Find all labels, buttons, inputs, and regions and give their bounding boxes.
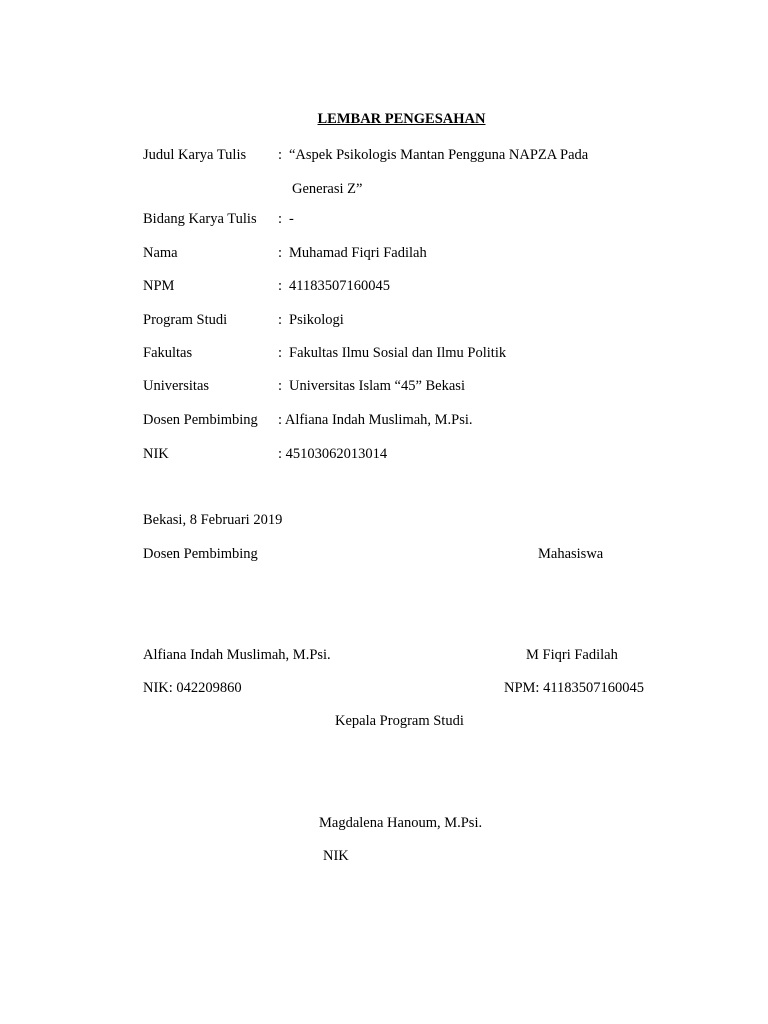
field-value-dosen: : Alfiana Indah Muslimah, M.Psi.	[278, 412, 473, 428]
signature-right-role: Mahasiswa	[538, 546, 604, 562]
field-label-nik: NIK	[143, 446, 169, 462]
field-colon-npm: :	[278, 278, 283, 294]
signature-center-role: Kepala Program Studi	[335, 713, 464, 729]
field-value-nama: Muhamad Fiqri Fadilah	[289, 245, 427, 261]
field-value-judul: “Aspek Psikologis Mantan Pengguna NAPZA Pada	[289, 147, 589, 163]
field-value-prodi: Psikologi	[289, 312, 344, 328]
page-title: LEMBAR PENGESAHAN	[317, 111, 486, 127]
field-colon-judul: :	[278, 147, 283, 163]
field-label-nama: Nama	[143, 245, 178, 261]
signature-left-id: NIK: 042209860	[143, 680, 242, 696]
field-colon-fakultas: :	[278, 345, 283, 361]
field-colon-bidang: :	[278, 211, 283, 227]
field-value-fakultas: Fakultas Ilmu Sosial dan Ilmu Politik	[289, 345, 507, 361]
field-colon-nama: :	[278, 245, 283, 261]
field-colon-universitas: :	[278, 378, 283, 394]
place-date: Bekasi, 8 Februari 2019	[143, 512, 283, 528]
field-value-nik: : 45103062013014	[278, 446, 388, 462]
field-label-universitas: Universitas	[143, 378, 210, 394]
signature-left-name: Alfiana Indah Muslimah, M.Psi.	[143, 647, 331, 663]
field-value-universitas: Universitas Islam “45” Bekasi	[289, 378, 465, 394]
field-value-bidang: -	[289, 211, 294, 227]
field-label-npm: NPM	[143, 278, 175, 294]
field-label-bidang: Bidang Karya Tulis	[143, 211, 257, 227]
field-label-dosen: Dosen Pembimbing	[143, 412, 258, 428]
signature-center-id: NIK	[323, 848, 349, 864]
signature-left-role: Dosen Pembimbing	[143, 546, 258, 562]
signature-center-name: Magdalena Hanoum, M.Psi.	[319, 815, 483, 831]
signature-right-id: NPM: 41183507160045	[504, 680, 645, 696]
signature-right-name: M Fiqri Fadilah	[526, 647, 618, 663]
field-label-fakultas: Fakultas	[143, 345, 193, 361]
field-label-prodi: Program Studi	[143, 312, 228, 328]
field-label-judul: Judul Karya Tulis	[143, 147, 247, 163]
field-colon-prodi: :	[278, 312, 283, 328]
field-value-judul-line2: Generasi Z”	[292, 181, 363, 197]
field-value-npm: 41183507160045	[289, 278, 390, 294]
